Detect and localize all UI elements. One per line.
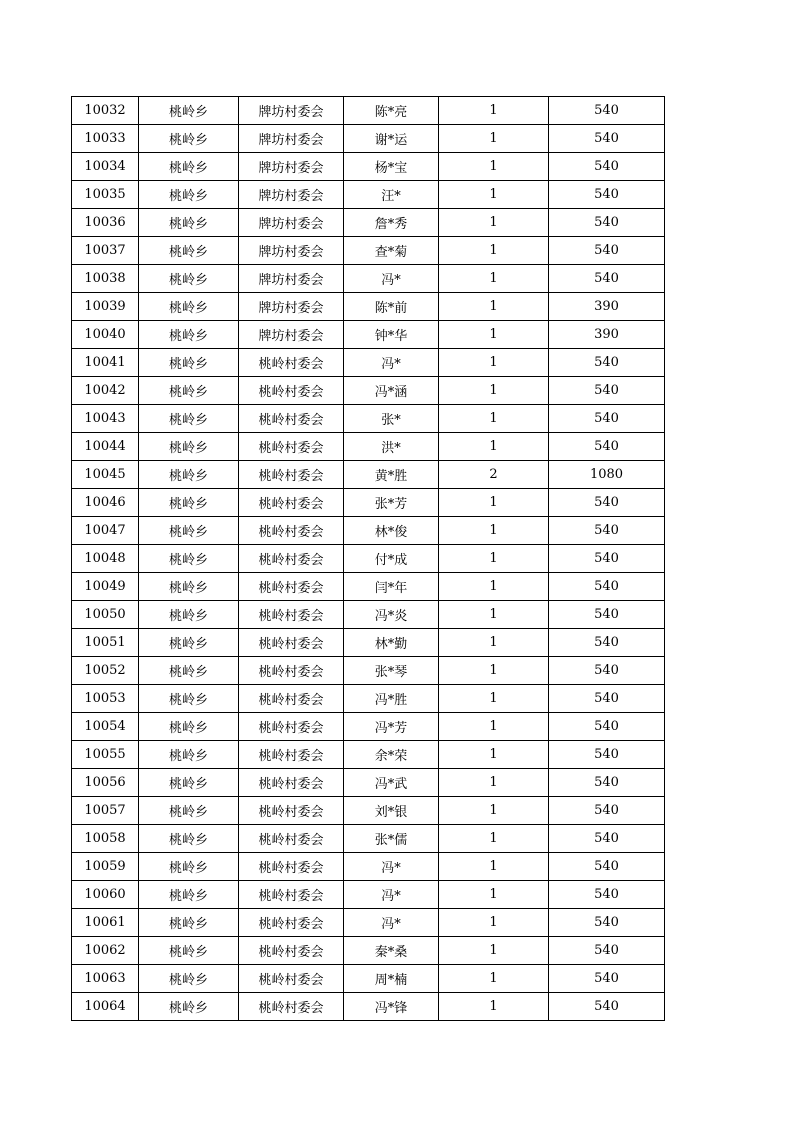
- village-committee-cell: 桃岭村委会: [239, 853, 344, 881]
- count-cell: 1: [439, 125, 549, 153]
- village-committee-cell: 桃岭村委会: [239, 657, 344, 685]
- township-cell: 桃岭乡: [139, 545, 239, 573]
- record-id-cell: 10061: [72, 909, 139, 937]
- township-cell: 桃岭乡: [139, 517, 239, 545]
- count-cell: 1: [439, 797, 549, 825]
- record-id-cell: 10048: [72, 545, 139, 573]
- person-name-cell: 林*俊: [344, 517, 439, 545]
- table-row: [72, 601, 665, 629]
- count-cell: 1: [439, 349, 549, 377]
- person-name-cell: 闫*年: [344, 573, 439, 601]
- count-cell: 1: [439, 601, 549, 629]
- village-committee-cell: 牌坊村委会: [239, 265, 344, 293]
- amount-cell: 540: [549, 881, 665, 909]
- count-cell: 1: [439, 853, 549, 881]
- person-name-cell: 张*: [344, 405, 439, 433]
- table-row: [72, 825, 665, 853]
- person-name-cell: 冯*芳: [344, 713, 439, 741]
- township-cell: 桃岭乡: [139, 405, 239, 433]
- table-row: [72, 321, 665, 349]
- person-name-cell: 冯*胜: [344, 685, 439, 713]
- person-name-cell: 冯*: [344, 265, 439, 293]
- village-committee-cell: 桃岭村委会: [239, 573, 344, 601]
- table-row: [72, 265, 665, 293]
- table-row: [72, 797, 665, 825]
- record-id-cell: 10059: [72, 853, 139, 881]
- person-name-cell: 洪*: [344, 433, 439, 461]
- table-row: [72, 293, 665, 321]
- record-id-cell: 10033: [72, 125, 139, 153]
- amount-cell: 540: [549, 517, 665, 545]
- count-cell: 1: [439, 153, 549, 181]
- person-name-cell: 冯*: [344, 349, 439, 377]
- person-name-cell: 冯*: [344, 881, 439, 909]
- township-cell: 桃岭乡: [139, 125, 239, 153]
- person-name-cell: 冯*涵: [344, 377, 439, 405]
- table-row: [72, 517, 665, 545]
- record-id-cell: 10035: [72, 181, 139, 209]
- person-name-cell: 余*荣: [344, 741, 439, 769]
- table-row: [72, 377, 665, 405]
- township-cell: 桃岭乡: [139, 825, 239, 853]
- count-cell: 1: [439, 937, 549, 965]
- table-row: [72, 153, 665, 181]
- village-committee-cell: 桃岭村委会: [239, 965, 344, 993]
- village-committee-cell: 桃岭村委会: [239, 377, 344, 405]
- amount-cell: 540: [549, 741, 665, 769]
- amount-cell: 540: [549, 629, 665, 657]
- amount-cell: 390: [549, 293, 665, 321]
- table-row: [72, 909, 665, 937]
- amount-cell: 540: [549, 405, 665, 433]
- village-committee-cell: 桃岭村委会: [239, 545, 344, 573]
- amount-cell: 540: [549, 685, 665, 713]
- township-cell: 桃岭乡: [139, 377, 239, 405]
- table-row: [72, 489, 665, 517]
- amount-cell: 540: [549, 433, 665, 461]
- count-cell: 1: [439, 377, 549, 405]
- township-cell: 桃岭乡: [139, 797, 239, 825]
- table-row: [72, 741, 665, 769]
- record-id-cell: 10054: [72, 713, 139, 741]
- person-name-cell: 林*勤: [344, 629, 439, 657]
- amount-cell: 390: [549, 321, 665, 349]
- count-cell: 1: [439, 909, 549, 937]
- township-cell: 桃岭乡: [139, 937, 239, 965]
- person-name-cell: 杨*宝: [344, 153, 439, 181]
- record-id-cell: 10062: [72, 937, 139, 965]
- record-id-cell: 10046: [72, 489, 139, 517]
- table-row: [72, 965, 665, 993]
- person-name-cell: 汪*: [344, 181, 439, 209]
- village-committee-cell: 牌坊村委会: [239, 293, 344, 321]
- roster-table-body: [72, 97, 665, 1021]
- record-id-cell: 10034: [72, 153, 139, 181]
- count-cell: 1: [439, 321, 549, 349]
- township-cell: 桃岭乡: [139, 349, 239, 377]
- amount-cell: 540: [549, 545, 665, 573]
- table-row: [72, 125, 665, 153]
- person-name-cell: 钟*华: [344, 321, 439, 349]
- person-name-cell: 陈*亮: [344, 97, 439, 125]
- count-cell: 1: [439, 629, 549, 657]
- table-row: [72, 881, 665, 909]
- amount-cell: 540: [549, 125, 665, 153]
- township-cell: 桃岭乡: [139, 489, 239, 517]
- person-name-cell: 冯*: [344, 909, 439, 937]
- record-id-cell: 10045: [72, 461, 139, 489]
- village-committee-cell: 桃岭村委会: [239, 601, 344, 629]
- township-cell: 桃岭乡: [139, 909, 239, 937]
- count-cell: 1: [439, 97, 549, 125]
- township-cell: 桃岭乡: [139, 461, 239, 489]
- record-id-cell: 10049: [72, 573, 139, 601]
- count-cell: 1: [439, 713, 549, 741]
- table-row: [72, 713, 665, 741]
- record-id-cell: 10044: [72, 433, 139, 461]
- amount-cell: 540: [549, 993, 665, 1021]
- count-cell: 1: [439, 965, 549, 993]
- village-committee-cell: 桃岭村委会: [239, 489, 344, 517]
- township-cell: 桃岭乡: [139, 321, 239, 349]
- amount-cell: 540: [549, 181, 665, 209]
- township-cell: 桃岭乡: [139, 265, 239, 293]
- township-cell: 桃岭乡: [139, 713, 239, 741]
- table-row: [72, 769, 665, 797]
- count-cell: 1: [439, 769, 549, 797]
- township-cell: 桃岭乡: [139, 741, 239, 769]
- count-cell: 1: [439, 881, 549, 909]
- count-cell: 1: [439, 685, 549, 713]
- roster-table: [71, 96, 665, 1021]
- count-cell: 1: [439, 405, 549, 433]
- township-cell: 桃岭乡: [139, 769, 239, 797]
- amount-cell: 540: [549, 713, 665, 741]
- record-id-cell: 10060: [72, 881, 139, 909]
- person-name-cell: 黄*胜: [344, 461, 439, 489]
- village-committee-cell: 桃岭村委会: [239, 993, 344, 1021]
- count-cell: 1: [439, 545, 549, 573]
- count-cell: 1: [439, 741, 549, 769]
- village-committee-cell: 桃岭村委会: [239, 713, 344, 741]
- table-row: [72, 97, 665, 125]
- record-id-cell: 10032: [72, 97, 139, 125]
- village-committee-cell: 桃岭村委会: [239, 825, 344, 853]
- table-row: [72, 937, 665, 965]
- township-cell: 桃岭乡: [139, 433, 239, 461]
- amount-cell: 540: [549, 797, 665, 825]
- table-row: [72, 209, 665, 237]
- amount-cell: 540: [549, 825, 665, 853]
- village-committee-cell: 桃岭村委会: [239, 741, 344, 769]
- record-id-cell: 10063: [72, 965, 139, 993]
- person-name-cell: 张*儒: [344, 825, 439, 853]
- person-name-cell: 付*成: [344, 545, 439, 573]
- table-row: [72, 853, 665, 881]
- village-committee-cell: 牌坊村委会: [239, 209, 344, 237]
- record-id-cell: 10043: [72, 405, 139, 433]
- count-cell: 1: [439, 293, 549, 321]
- village-committee-cell: 桃岭村委会: [239, 797, 344, 825]
- amount-cell: 540: [549, 769, 665, 797]
- table-row: [72, 573, 665, 601]
- village-committee-cell: 桃岭村委会: [239, 937, 344, 965]
- amount-cell: 1080: [549, 461, 665, 489]
- table-row: [72, 461, 665, 489]
- village-committee-cell: 牌坊村委会: [239, 321, 344, 349]
- village-committee-cell: 牌坊村委会: [239, 237, 344, 265]
- count-cell: 1: [439, 657, 549, 685]
- record-id-cell: 10039: [72, 293, 139, 321]
- amount-cell: 540: [549, 601, 665, 629]
- table-row: [72, 685, 665, 713]
- township-cell: 桃岭乡: [139, 293, 239, 321]
- amount-cell: 540: [549, 573, 665, 601]
- table-row: [72, 405, 665, 433]
- amount-cell: 540: [549, 909, 665, 937]
- amount-cell: 540: [549, 97, 665, 125]
- person-name-cell: 詹*秀: [344, 209, 439, 237]
- person-name-cell: 张*芳: [344, 489, 439, 517]
- count-cell: 1: [439, 517, 549, 545]
- table-row: [72, 433, 665, 461]
- amount-cell: 540: [549, 937, 665, 965]
- person-name-cell: 冯*: [344, 853, 439, 881]
- table-row: [72, 657, 665, 685]
- record-id-cell: 10037: [72, 237, 139, 265]
- amount-cell: 540: [549, 237, 665, 265]
- person-name-cell: 谢*运: [344, 125, 439, 153]
- table-row: [72, 545, 665, 573]
- record-id-cell: 10057: [72, 797, 139, 825]
- amount-cell: 540: [549, 657, 665, 685]
- village-committee-cell: 牌坊村委会: [239, 153, 344, 181]
- township-cell: 桃岭乡: [139, 657, 239, 685]
- amount-cell: 540: [549, 349, 665, 377]
- township-cell: 桃岭乡: [139, 153, 239, 181]
- person-name-cell: 张*琴: [344, 657, 439, 685]
- count-cell: 1: [439, 433, 549, 461]
- record-id-cell: 10051: [72, 629, 139, 657]
- village-committee-cell: 桃岭村委会: [239, 909, 344, 937]
- person-name-cell: 周*楠: [344, 965, 439, 993]
- record-id-cell: 10036: [72, 209, 139, 237]
- count-cell: 2: [439, 461, 549, 489]
- township-cell: 桃岭乡: [139, 97, 239, 125]
- village-committee-cell: 桃岭村委会: [239, 629, 344, 657]
- village-committee-cell: 桃岭村委会: [239, 685, 344, 713]
- count-cell: 1: [439, 489, 549, 517]
- record-id-cell: 10050: [72, 601, 139, 629]
- village-committee-cell: 桃岭村委会: [239, 881, 344, 909]
- record-id-cell: 10056: [72, 769, 139, 797]
- table-row: [72, 349, 665, 377]
- village-committee-cell: 桃岭村委会: [239, 405, 344, 433]
- table-row: [72, 629, 665, 657]
- record-id-cell: 10041: [72, 349, 139, 377]
- village-committee-cell: 桃岭村委会: [239, 349, 344, 377]
- township-cell: 桃岭乡: [139, 237, 239, 265]
- village-committee-cell: 桃岭村委会: [239, 769, 344, 797]
- amount-cell: 540: [549, 965, 665, 993]
- township-cell: 桃岭乡: [139, 881, 239, 909]
- village-committee-cell: 牌坊村委会: [239, 181, 344, 209]
- count-cell: 1: [439, 993, 549, 1021]
- count-cell: 1: [439, 825, 549, 853]
- village-committee-cell: 桃岭村委会: [239, 433, 344, 461]
- count-cell: 1: [439, 265, 549, 293]
- township-cell: 桃岭乡: [139, 993, 239, 1021]
- township-cell: 桃岭乡: [139, 573, 239, 601]
- amount-cell: 540: [549, 489, 665, 517]
- record-id-cell: 10058: [72, 825, 139, 853]
- record-id-cell: 10047: [72, 517, 139, 545]
- count-cell: 1: [439, 237, 549, 265]
- table-row: [72, 237, 665, 265]
- table-row: [72, 993, 665, 1021]
- person-name-cell: 秦*桑: [344, 937, 439, 965]
- township-cell: 桃岭乡: [139, 181, 239, 209]
- person-name-cell: 冯*武: [344, 769, 439, 797]
- village-committee-cell: 牌坊村委会: [239, 97, 344, 125]
- amount-cell: 540: [549, 853, 665, 881]
- township-cell: 桃岭乡: [139, 965, 239, 993]
- village-committee-cell: 桃岭村委会: [239, 461, 344, 489]
- township-cell: 桃岭乡: [139, 209, 239, 237]
- village-committee-cell: 牌坊村委会: [239, 125, 344, 153]
- record-id-cell: 10053: [72, 685, 139, 713]
- person-name-cell: 刘*银: [344, 797, 439, 825]
- record-id-cell: 10038: [72, 265, 139, 293]
- person-name-cell: 冯*锋: [344, 993, 439, 1021]
- count-cell: 1: [439, 181, 549, 209]
- township-cell: 桃岭乡: [139, 685, 239, 713]
- person-name-cell: 陈*前: [344, 293, 439, 321]
- amount-cell: 540: [549, 265, 665, 293]
- amount-cell: 540: [549, 209, 665, 237]
- person-name-cell: 查*菊: [344, 237, 439, 265]
- person-name-cell: 冯*炎: [344, 601, 439, 629]
- record-id-cell: 10052: [72, 657, 139, 685]
- village-committee-cell: 桃岭村委会: [239, 517, 344, 545]
- amount-cell: 540: [549, 153, 665, 181]
- record-id-cell: 10055: [72, 741, 139, 769]
- township-cell: 桃岭乡: [139, 629, 239, 657]
- township-cell: 桃岭乡: [139, 853, 239, 881]
- township-cell: 桃岭乡: [139, 601, 239, 629]
- count-cell: 1: [439, 573, 549, 601]
- amount-cell: 540: [549, 377, 665, 405]
- record-id-cell: 10042: [72, 377, 139, 405]
- table-row: [72, 181, 665, 209]
- count-cell: 1: [439, 209, 549, 237]
- record-id-cell: 10064: [72, 993, 139, 1021]
- record-id-cell: 10040: [72, 321, 139, 349]
